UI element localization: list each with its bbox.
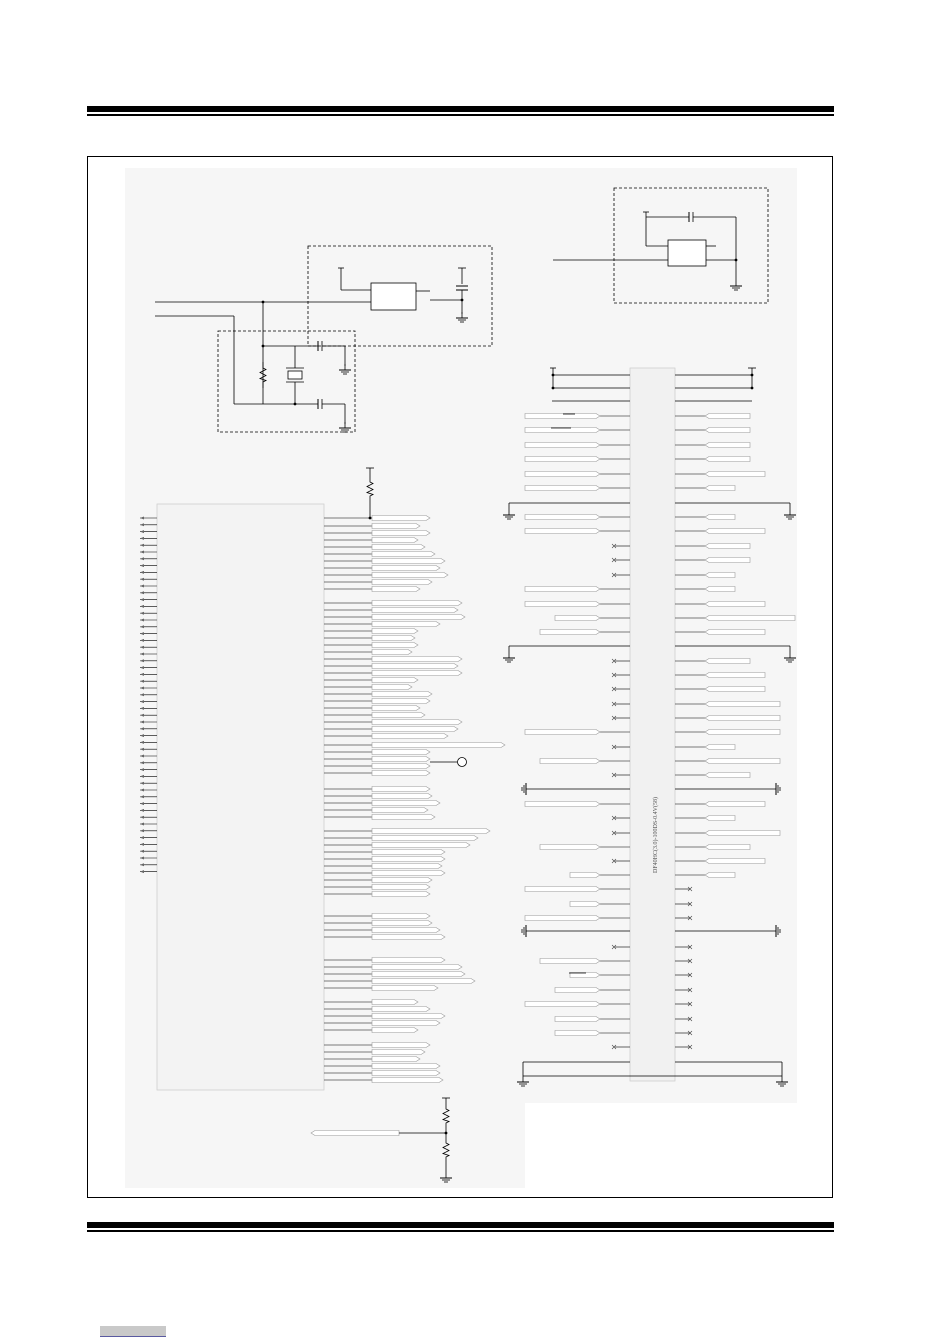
net-label (372, 566, 440, 571)
net-label (372, 801, 440, 806)
net-label (570, 902, 600, 907)
net-label (372, 750, 430, 755)
net-label (372, 892, 430, 897)
net-label (372, 986, 438, 991)
junction-dot (735, 259, 738, 262)
net-label (372, 664, 458, 669)
net-label (540, 845, 600, 850)
net-label (705, 443, 750, 448)
crystal-symbol (288, 371, 302, 379)
net-label (372, 864, 442, 869)
test-point (458, 758, 467, 767)
net-label (311, 1131, 399, 1136)
net-label (372, 885, 430, 890)
net-label (372, 629, 418, 634)
net-label (372, 1028, 418, 1033)
net-label (705, 873, 735, 878)
net-label (525, 472, 600, 477)
net-label (705, 544, 750, 549)
net-label (372, 850, 445, 855)
net-label (372, 958, 445, 963)
connector-body (630, 368, 675, 1081)
net-label (705, 831, 780, 836)
net-label (525, 414, 600, 419)
net-label (372, 914, 430, 919)
net-label (372, 857, 445, 862)
main-ic-body (157, 504, 324, 1090)
footer-tab (100, 1326, 166, 1336)
net-label (372, 706, 420, 711)
net-label (372, 972, 465, 977)
net-label (525, 443, 600, 448)
net-label (372, 531, 430, 536)
net-label (372, 1007, 430, 1012)
regulator-ic (371, 283, 416, 310)
net-label (570, 873, 600, 878)
net-label (372, 757, 430, 762)
net-label (525, 515, 600, 520)
net-label (372, 699, 430, 704)
net-label (372, 657, 462, 662)
net-label (705, 716, 780, 721)
net-label (372, 808, 428, 813)
net-label (372, 720, 462, 725)
net-label (705, 602, 765, 607)
net-label (525, 802, 600, 807)
junction-dot (445, 1132, 448, 1135)
net-label (705, 702, 780, 707)
net-label (705, 515, 735, 520)
net-label (372, 538, 418, 543)
footer-rule-thick (87, 1222, 834, 1228)
net-label (372, 794, 432, 799)
net-label (372, 1064, 440, 1069)
net-label (372, 836, 478, 841)
footer-link-underline[interactable] (100, 1336, 166, 1337)
net-label (705, 730, 780, 735)
net-label (372, 587, 420, 592)
net-label (372, 727, 458, 732)
net-label (525, 587, 600, 592)
net-label (372, 734, 448, 739)
net-label (525, 730, 600, 735)
net-label (705, 529, 765, 534)
net-label (525, 887, 600, 892)
net-label (372, 878, 432, 883)
net-label (372, 1021, 440, 1026)
junction-dot (751, 387, 754, 390)
net-label (372, 787, 430, 792)
junction-dot (461, 299, 464, 302)
net-label (372, 608, 458, 613)
net-label (372, 524, 420, 529)
connector-part-label: DF40HC(3.0)-100DS-0.4V(58) (653, 797, 659, 873)
net-label (540, 759, 600, 764)
net-label (525, 602, 600, 607)
net-label (555, 1031, 600, 1036)
oscillator-ic (668, 240, 706, 266)
net-label (372, 1071, 440, 1076)
junction-dot (552, 374, 555, 377)
net-label (705, 558, 750, 563)
net-label (372, 935, 445, 940)
net-label (555, 616, 600, 621)
net-label (705, 472, 765, 477)
footer-rule-thin (87, 1230, 834, 1232)
net-label (372, 928, 440, 933)
net-label (372, 1000, 418, 1005)
net-label (372, 636, 415, 641)
net-label (372, 1043, 430, 1048)
net-label (705, 673, 765, 678)
net-label (372, 979, 475, 984)
junction-dot (262, 301, 265, 304)
net-label (372, 573, 448, 578)
net-label (705, 414, 750, 419)
net-label (372, 671, 462, 676)
net-label (540, 630, 600, 635)
net-label (372, 1050, 425, 1055)
junction-dot (552, 387, 555, 390)
net-label (372, 1057, 420, 1062)
net-label (705, 616, 795, 621)
net-label (555, 988, 600, 993)
net-label (372, 622, 440, 627)
net-label (372, 1014, 445, 1019)
net-label (372, 921, 432, 926)
net-label (525, 1002, 600, 1007)
net-label (525, 457, 600, 462)
net-label (705, 773, 750, 778)
net-label (372, 771, 430, 776)
net-label (705, 630, 765, 635)
net-label (705, 816, 735, 821)
net-label (372, 843, 470, 848)
net-label (372, 1078, 443, 1083)
net-label (372, 615, 465, 620)
net-label (555, 1017, 600, 1022)
net-label (372, 713, 425, 718)
net-label (705, 802, 765, 807)
net-label (372, 685, 412, 690)
net-label (372, 965, 462, 970)
net-label (372, 815, 435, 820)
net-label (705, 428, 750, 433)
net-label (540, 959, 600, 964)
net-label (372, 601, 462, 606)
net-label (372, 516, 430, 521)
net-label (705, 587, 735, 592)
net-label (372, 580, 432, 585)
net-label (705, 457, 750, 462)
net-label (372, 650, 412, 655)
net-label (705, 659, 750, 664)
junction-dot (751, 374, 754, 377)
net-label (705, 859, 765, 864)
net-label (705, 573, 735, 578)
net-label (372, 764, 430, 769)
net-label (372, 545, 425, 550)
net-label (372, 692, 432, 697)
net-label (705, 745, 735, 750)
net-label (372, 552, 435, 557)
net-label (525, 486, 600, 491)
net-label (372, 643, 418, 648)
net-label (705, 486, 735, 491)
junction-dot (262, 345, 265, 348)
net-label (372, 678, 418, 683)
net-label (525, 529, 600, 534)
net-label (372, 829, 490, 834)
net-label (372, 871, 445, 876)
net-label (525, 916, 600, 921)
net-label (372, 559, 445, 564)
net-label (705, 845, 750, 850)
net-label (705, 759, 780, 764)
net-label (372, 743, 505, 748)
net-label (705, 687, 765, 692)
